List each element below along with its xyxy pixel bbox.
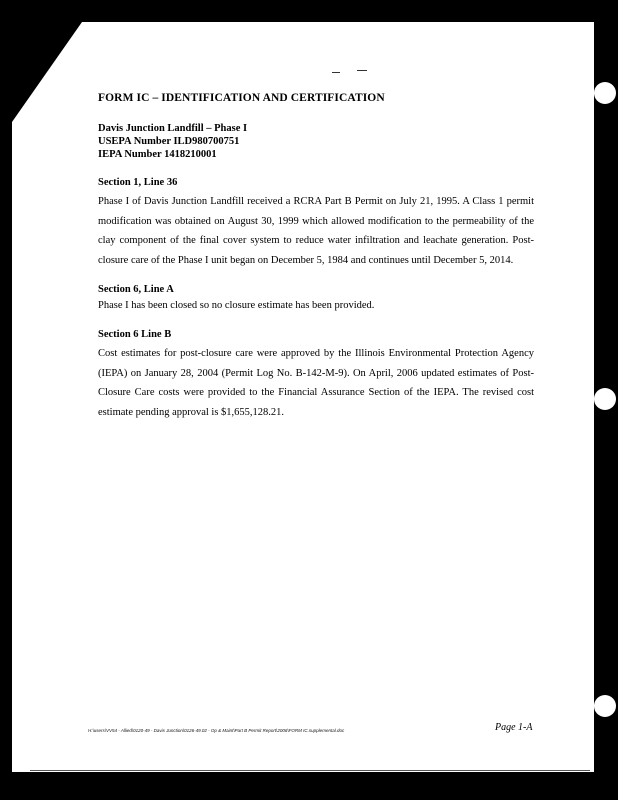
punch-hole xyxy=(594,388,616,410)
section-paragraph: Cost estimates for post-closure care were approved by the Illinois Environmental Protection Agency (IEPA) on January 28, 2004 (Permit Log No. B-142-M-9). On April, 2006 updated estimates of Post-Closure Care costs were provided to the Financial Assurance Section of the IEPA. The revised cost estimate pending approval is $1,655,128.21. xyxy=(98,348,534,418)
iepa-number: IEPA Number 1418210001 xyxy=(98,149,217,160)
scan-mark xyxy=(357,70,367,71)
punch-hole xyxy=(594,695,616,717)
document-body xyxy=(98,92,534,422)
page-number: Page 1-A xyxy=(495,722,533,733)
page-edge-line xyxy=(30,770,590,771)
section-6-line-a xyxy=(98,284,534,313)
facility-identification xyxy=(98,122,534,161)
section-1-line-36 xyxy=(98,177,534,270)
footer-file-path: H:\users\VV54 - Allied\0120-49 - Davis Junction\0126-49.02 - Op & Maint\Part B Permit Report\2006\FORM IC.supplemental.doc xyxy=(88,728,345,733)
section-heading: Section 6, Line A xyxy=(98,284,174,295)
punch-hole xyxy=(594,82,616,104)
scan-mark xyxy=(332,72,340,73)
section-paragraph: Phase I of Davis Junction Landfill received a RCRA Part B Permit on July 21, 1995. A Class 1 permit modification was obtained on August 30, 1999 which allowed modification to the permeability of the clay component of the final cover system to reduce water infiltration and leachate generation. Post-closure care of the Phase I unit began on December 5, 1984 and continues until December 5, 2014. xyxy=(98,196,534,266)
section-paragraph: Phase I has been closed so no closure estimate has been provided. xyxy=(98,300,375,311)
section-heading: Section 6 Line B xyxy=(98,329,172,340)
facility-name: Davis Junction Landfill – Phase I xyxy=(98,123,248,134)
folded-corner xyxy=(12,22,82,122)
form-title: FORM IC – IDENTIFICATION AND CERTIFICATION xyxy=(98,92,385,104)
section-6-line-b xyxy=(98,329,534,422)
section-heading: Section 1, Line 36 xyxy=(98,177,178,188)
usepa-number: USEPA Number ILD980700751 xyxy=(98,136,240,147)
